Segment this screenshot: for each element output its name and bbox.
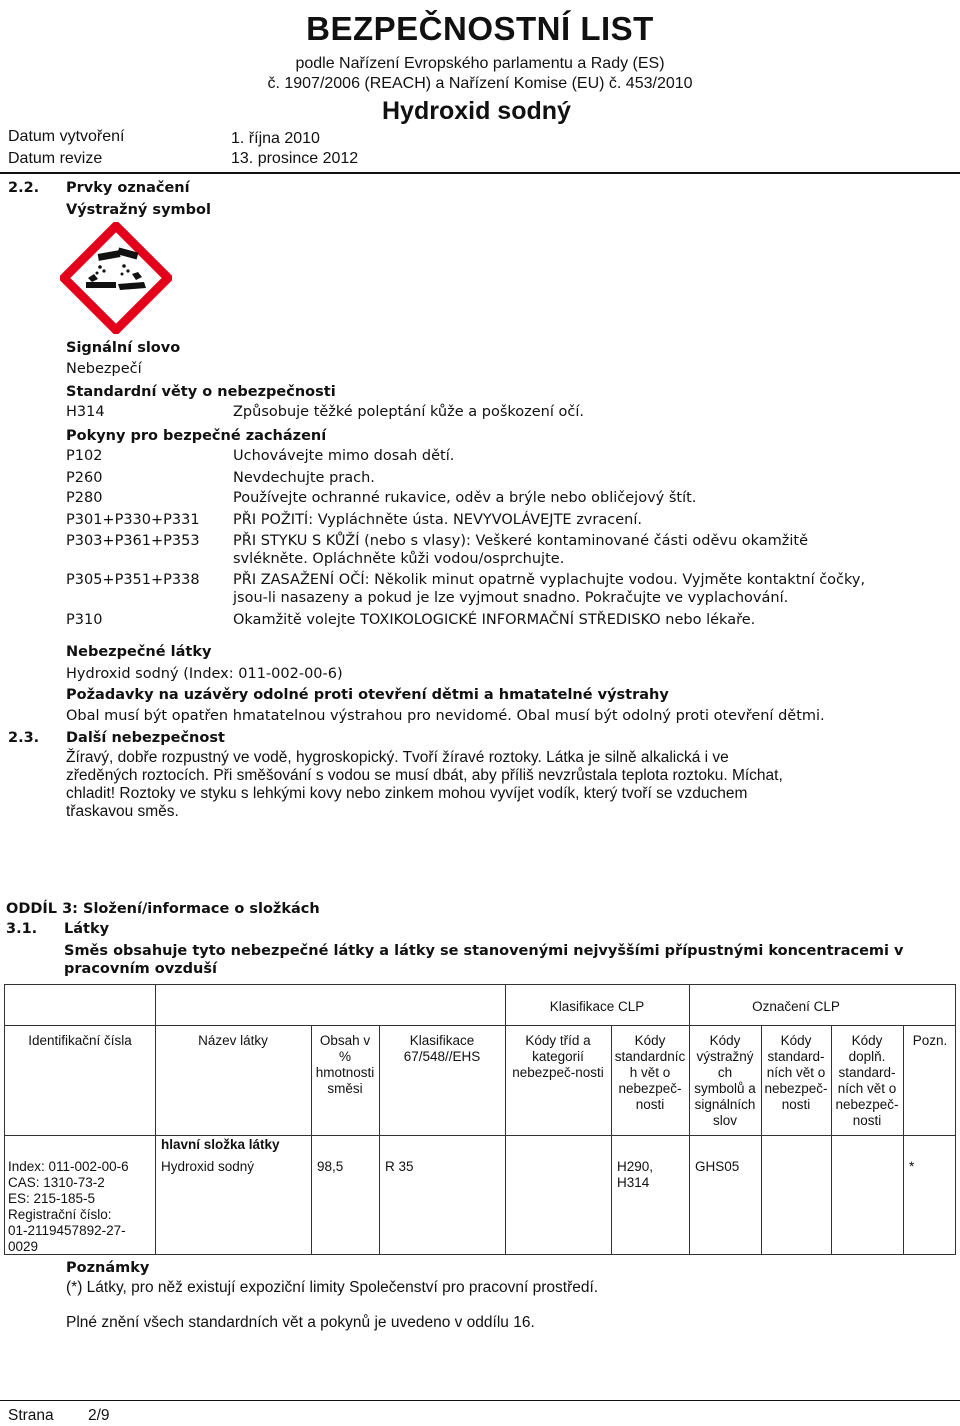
footer-divider xyxy=(0,1400,960,1401)
signal-word-label: Signální slovo xyxy=(66,340,181,356)
precaution-code: P310 xyxy=(66,612,103,628)
pictogram-label: Výstražný symbol xyxy=(66,202,211,218)
precaution-text: Nevdechujte prach. xyxy=(233,470,375,486)
precaution-text-cont: jsou-li nasazeny a pokud je lze vyjmout snadno. Pokračujte ve vyplachování. xyxy=(233,590,789,606)
col-header-class-codes: Kódy tříd a kategorií nebezpeč-nosti xyxy=(512,1033,604,1080)
precaution-text-cont: svlékněte. Opláchněte kůži vodou/osprchujte. xyxy=(233,551,565,567)
section-3-1-title: Látky xyxy=(64,921,110,937)
dangerous-substances-value: Hydroxid sodný (Index: 011-002-00-6) xyxy=(66,666,343,682)
signal-word: Nebezpečí xyxy=(66,361,142,377)
group-header-clp-labelling: Označení CLP xyxy=(752,999,840,1014)
created-label: Datum vytvoření xyxy=(8,128,125,145)
main-component-label: hlavní složka látky xyxy=(161,1137,280,1152)
other-hazards-line: chladit! Roztoky ve styku s lehkými kovy nebo zinkem mohou vyvíjet vodík, který tvoří se vzduchem xyxy=(66,785,748,802)
cell-symbol-codes: GHS05 xyxy=(695,1159,740,1174)
substances-table xyxy=(4,984,956,1255)
revision-label: Datum revize xyxy=(8,150,103,167)
cell-identification: Index: 011-002-00-6 CAS: 1310-73-2 ES: 215-185-5 Registrační číslo: 01-2119457892-27- 0029 xyxy=(8,1159,129,1254)
cell-note: * xyxy=(909,1159,915,1174)
section-2-3-title: Další nebezpečnost xyxy=(66,730,225,746)
page-number: 2/9 xyxy=(88,1407,110,1424)
precaution-code: P260 xyxy=(66,470,103,486)
dangerous-substances-label: Nebezpečné látky xyxy=(66,644,212,660)
col-header-hazard-codes: Kódy standardníc h vět o nebezpeč- nosti xyxy=(614,1033,686,1112)
section-3-intro-cont: pracovním ovzduší xyxy=(64,961,217,977)
section-2-3-number: 2.3. xyxy=(8,730,40,746)
notes-label: Poznámky xyxy=(66,1260,150,1276)
precaution-text: Okamžitě volejte TOXIKOLOGICKÉ INFORMAČNÍ STŘEDISKO nebo lékaře. xyxy=(233,612,756,628)
hazard-statements-label: Standardní věty o nebezpečnosti xyxy=(66,384,336,400)
cell-class-67548: R 35 xyxy=(385,1159,414,1174)
col-header-content: Obsah v % hmotnosti směsi xyxy=(315,1033,375,1096)
precaution-code: P280 xyxy=(66,490,103,506)
precaution-code: P305+P351+P338 xyxy=(66,572,200,588)
col-header-std-codes: Kódy standard- ních vět o nebezpeč- nosti xyxy=(764,1033,828,1112)
hazard-code: H314 xyxy=(66,404,105,420)
header-divider xyxy=(0,172,960,174)
col-header-note: Pozn. xyxy=(912,1033,948,1048)
document-title: BEZPEČNOSTNÍ LIST xyxy=(306,10,654,47)
col-header-id: Identifikační čísla xyxy=(28,1033,132,1048)
precaution-text: Používejte ochranné rukavice, oděv a brýle nebo obličejový štít. xyxy=(233,490,697,506)
section-3-1-number: 3.1. xyxy=(6,921,38,937)
precaution-code: P102 xyxy=(66,448,103,464)
revision-value: 13. prosince 2012 xyxy=(231,150,359,167)
group-header-clp-classification: Klasifikace CLP xyxy=(549,999,645,1014)
precaution-code: P303+P361+P353 xyxy=(66,533,200,549)
col-header-symbol-codes: Kódy výstražný ch symbolů a signálních slov xyxy=(694,1033,756,1128)
ghs05-corrosion-icon xyxy=(60,222,172,334)
page-label: Strana xyxy=(8,1407,54,1424)
precautionary-label: Pokyny pro bezpečné zacházení xyxy=(66,428,327,444)
col-header-class-67548: Klasifikace 67/548//EHS xyxy=(403,1033,481,1064)
cell-substance-name: Hydroxid sodný xyxy=(161,1159,255,1174)
section-2-2-title: Prvky označení xyxy=(66,180,190,196)
cell-content: 98,5 xyxy=(317,1159,344,1174)
precaution-text: PŘI ZASAŽENÍ OČÍ: Několik minut opatrně vyplachujte vodou. Vyjměte kontaktní čočky, xyxy=(233,572,866,588)
other-hazards-line: zředěných roztocích. Při směšování s vodou se musí dbát, aby příliš nevzrůstala teplota roztoku. Míchat, xyxy=(66,767,783,784)
precaution-text: Uchovávejte mimo dosah dětí. xyxy=(233,448,455,464)
section-2-2-number: 2.2. xyxy=(8,180,40,196)
other-hazards-line: Žíravý, dobře rozpustný ve vodě, hygroskopický. Tvoří žíravé roztoky. Látka je silně alkalická i ve xyxy=(66,749,729,766)
precaution-text: PŘI STYKU S KŮŽÍ (nebo s vlasy): Veškeré kontaminované části oděvu okamžitě xyxy=(233,533,809,549)
notes-text: (*) Látky, pro něž existují expoziční limity Společenství pro pracovní prostředí. xyxy=(66,1279,599,1296)
hazard-text: Způsobuje těžké poleptání kůže a poškození očí. xyxy=(233,404,584,420)
precaution-text: PŘI POŽITÍ: Vypláchněte ústa. NEVYVOLÁVEJTE zvracení. xyxy=(233,512,642,528)
other-hazards-line: třaskavou směs. xyxy=(66,803,179,820)
notes-full-text-reference: Plné znění všech standardních vět a pokynů je uvedeno v oddílu 16. xyxy=(66,1314,535,1331)
section-3-intro: Směs obsahuje tyto nebezpečné látky a látky se stanovenými nejvyššími přípustnými koncentracemi v xyxy=(64,943,904,959)
regulation-line-1: podle Nařízení Evropského parlamentu a Rady (ES) xyxy=(295,55,665,72)
col-header-name: Název látky xyxy=(198,1033,268,1048)
precaution-code: P301+P330+P331 xyxy=(66,512,200,528)
col-header-supp-codes: Kódy doplň. standard- ních vět o nebezpeč- nosti xyxy=(835,1033,899,1128)
section-3-title: ODDÍL 3: Složení/informace o složkách xyxy=(6,901,320,917)
created-value: 1. října 2010 xyxy=(231,130,320,147)
closure-requirements-text: Obal musí být opatřen hmatatelnou výstrahou pro nevidomé. Obal musí být odolný proti otevření dětmi. xyxy=(66,708,825,724)
product-name: Hydroxid sodný xyxy=(382,97,571,125)
regulation-line-2: č. 1907/2006 (REACH) a Nařízení Komise (EU) č. 453/2010 xyxy=(267,75,693,92)
closure-requirements-label: Požadavky na uzávěry odolné proti otevření dětmi a hmatatelné výstrahy xyxy=(66,687,669,703)
cell-hazard-codes: H290, H314 xyxy=(617,1159,654,1190)
